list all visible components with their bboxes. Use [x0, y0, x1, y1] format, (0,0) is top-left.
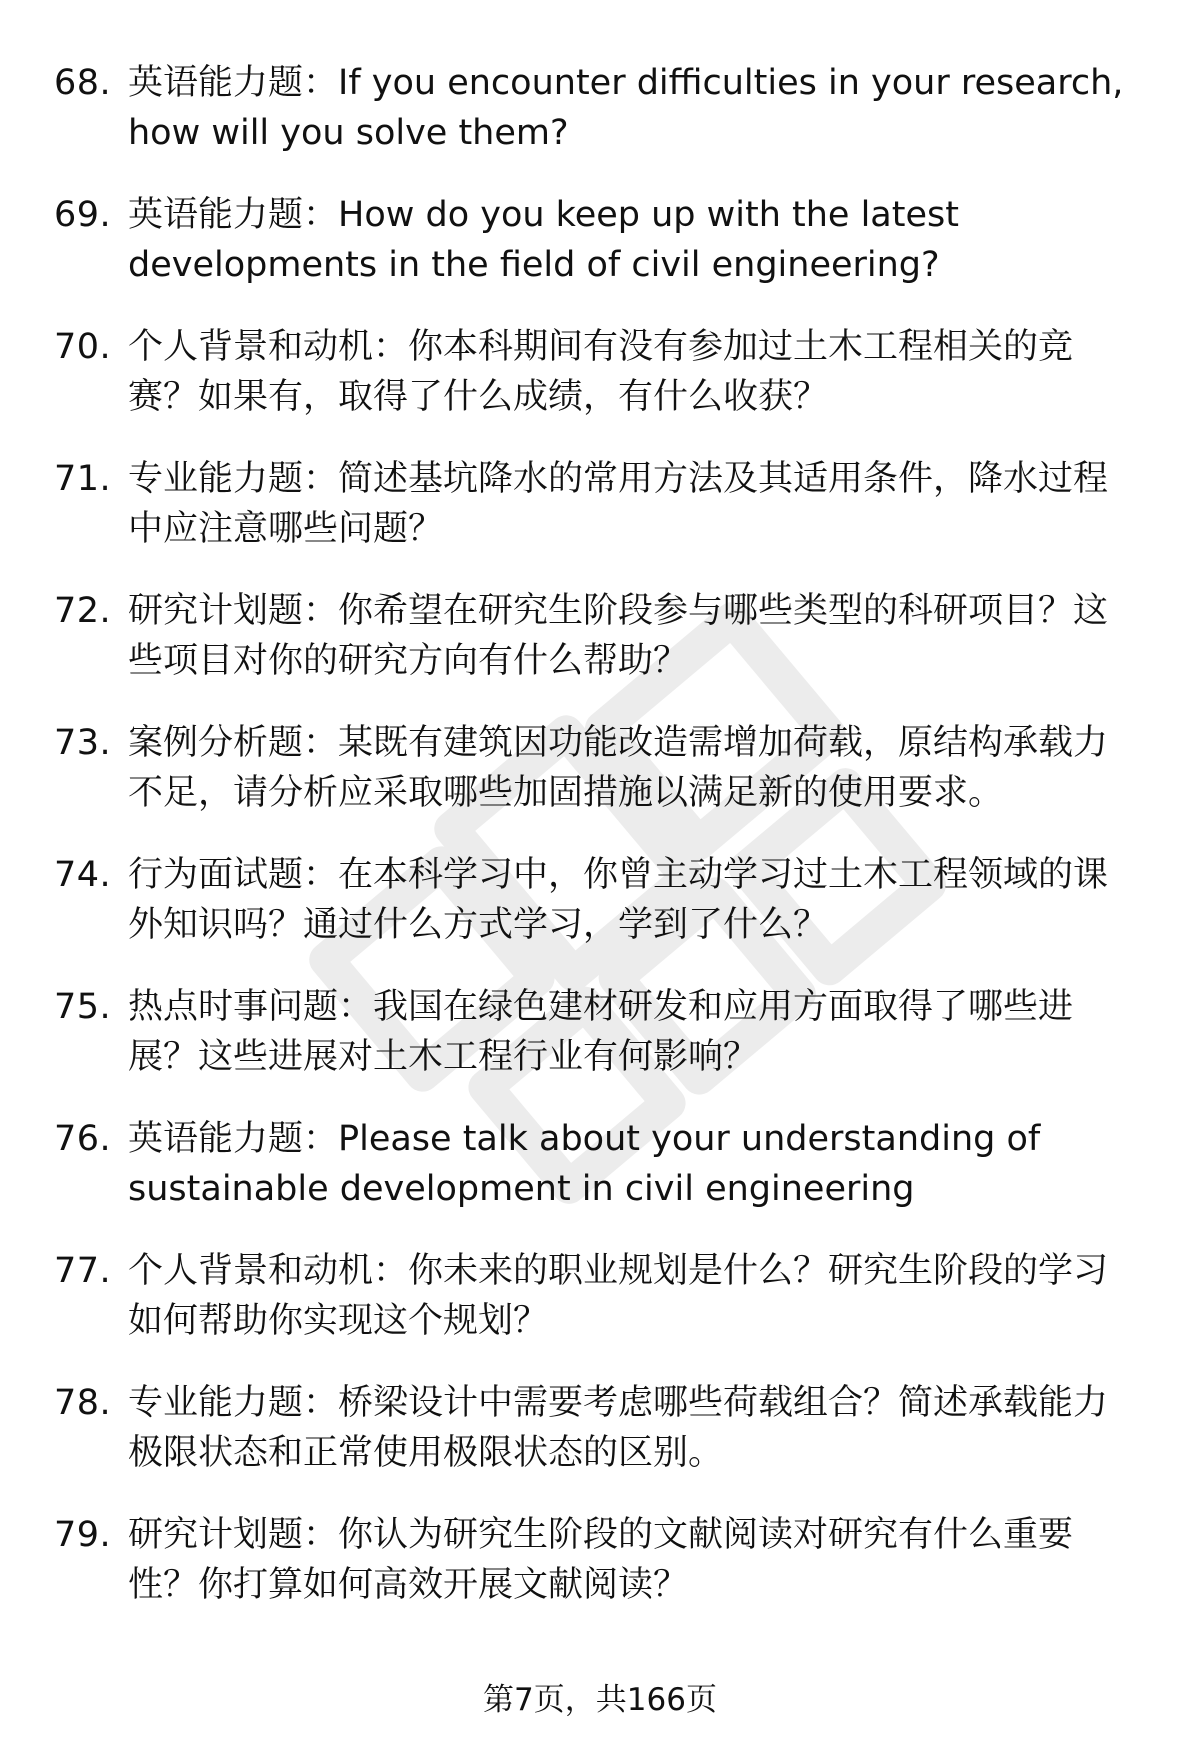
question-item [0, 322, 1200, 454]
page-footer: 第7页，共166页 [483, 1682, 717, 1718]
question-text: 英语能力题：How do you keep up with the latest developments in the field of civil engineering? [128, 195, 959, 285]
question-number: 79. [54, 1515, 112, 1555]
question-item [0, 1378, 1200, 1510]
question-number: 70. [54, 327, 112, 367]
question-item [0, 850, 1200, 982]
question-item [0, 58, 1200, 190]
question-text: 案例分析题：某既有建筑因功能改造需增加荷载，原结构承载力不足，请分析应采取哪些加固措施以满足新的使用要求。 [128, 723, 1109, 813]
question-text: 专业能力题：简述基坑降水的常用方法及其适用条件，降水过程中应注意哪些问题？ [128, 459, 1109, 549]
question-text: 英语能力题：Please talk about your understanding of sustainable development in civil engineering [128, 1119, 1041, 1209]
question-text: 个人背景和动机：你本科期间有没有参加过土木工程相关的竞赛？如果有，取得了什么成绩，有什么收获？ [128, 327, 1074, 417]
question-text: 热点时事问题：我国在绿色建材研发和应用方面取得了哪些进展？这些进展对土木工程行业有何影响？ [128, 987, 1074, 1077]
question-text: 专业能力题：桥梁设计中需要考虑哪些荷载组合？简述承载能力极限状态和正常使用极限状态的区别。 [128, 1383, 1109, 1473]
question-item [0, 1114, 1200, 1246]
question-list [0, 58, 1200, 1642]
question-number: 74. [54, 855, 112, 895]
question-item [0, 982, 1200, 1114]
question-number: 77. [54, 1251, 112, 1291]
question-text: 行为面试题：在本科学习中，你曾主动学习过土木工程领域的课外知识吗？通过什么方式学习，学到了什么？ [128, 855, 1109, 945]
question-text: 英语能力题：If you encounter difficulties in your research, how will you solve them? [128, 63, 1124, 153]
question-text: 研究计划题：你希望在研究生阶段参与哪些类型的科研项目？这些项目对你的研究方向有什么帮助？ [128, 591, 1109, 681]
question-text: 研究计划题：你认为研究生阶段的文献阅读对研究有什么重要性？你打算如何高效开展文献阅读？ [128, 1515, 1074, 1605]
question-number: 68. [54, 63, 112, 103]
question-item [0, 1246, 1200, 1378]
question-item [0, 190, 1200, 322]
question-number: 78. [54, 1383, 112, 1423]
question-number: 69. [54, 195, 112, 235]
question-number: 75. [54, 987, 112, 1027]
question-item [0, 586, 1200, 718]
question-number: 76. [54, 1119, 112, 1159]
question-number: 71. [54, 459, 112, 499]
question-text: 个人背景和动机：你未来的职业规划是什么？研究生阶段的学习如何帮助你实现这个规划？ [128, 1251, 1109, 1341]
question-number: 73. [54, 723, 112, 763]
question-number: 72. [54, 591, 112, 631]
question-item [0, 454, 1200, 586]
question-item [0, 1510, 1200, 1642]
question-item [0, 718, 1200, 850]
